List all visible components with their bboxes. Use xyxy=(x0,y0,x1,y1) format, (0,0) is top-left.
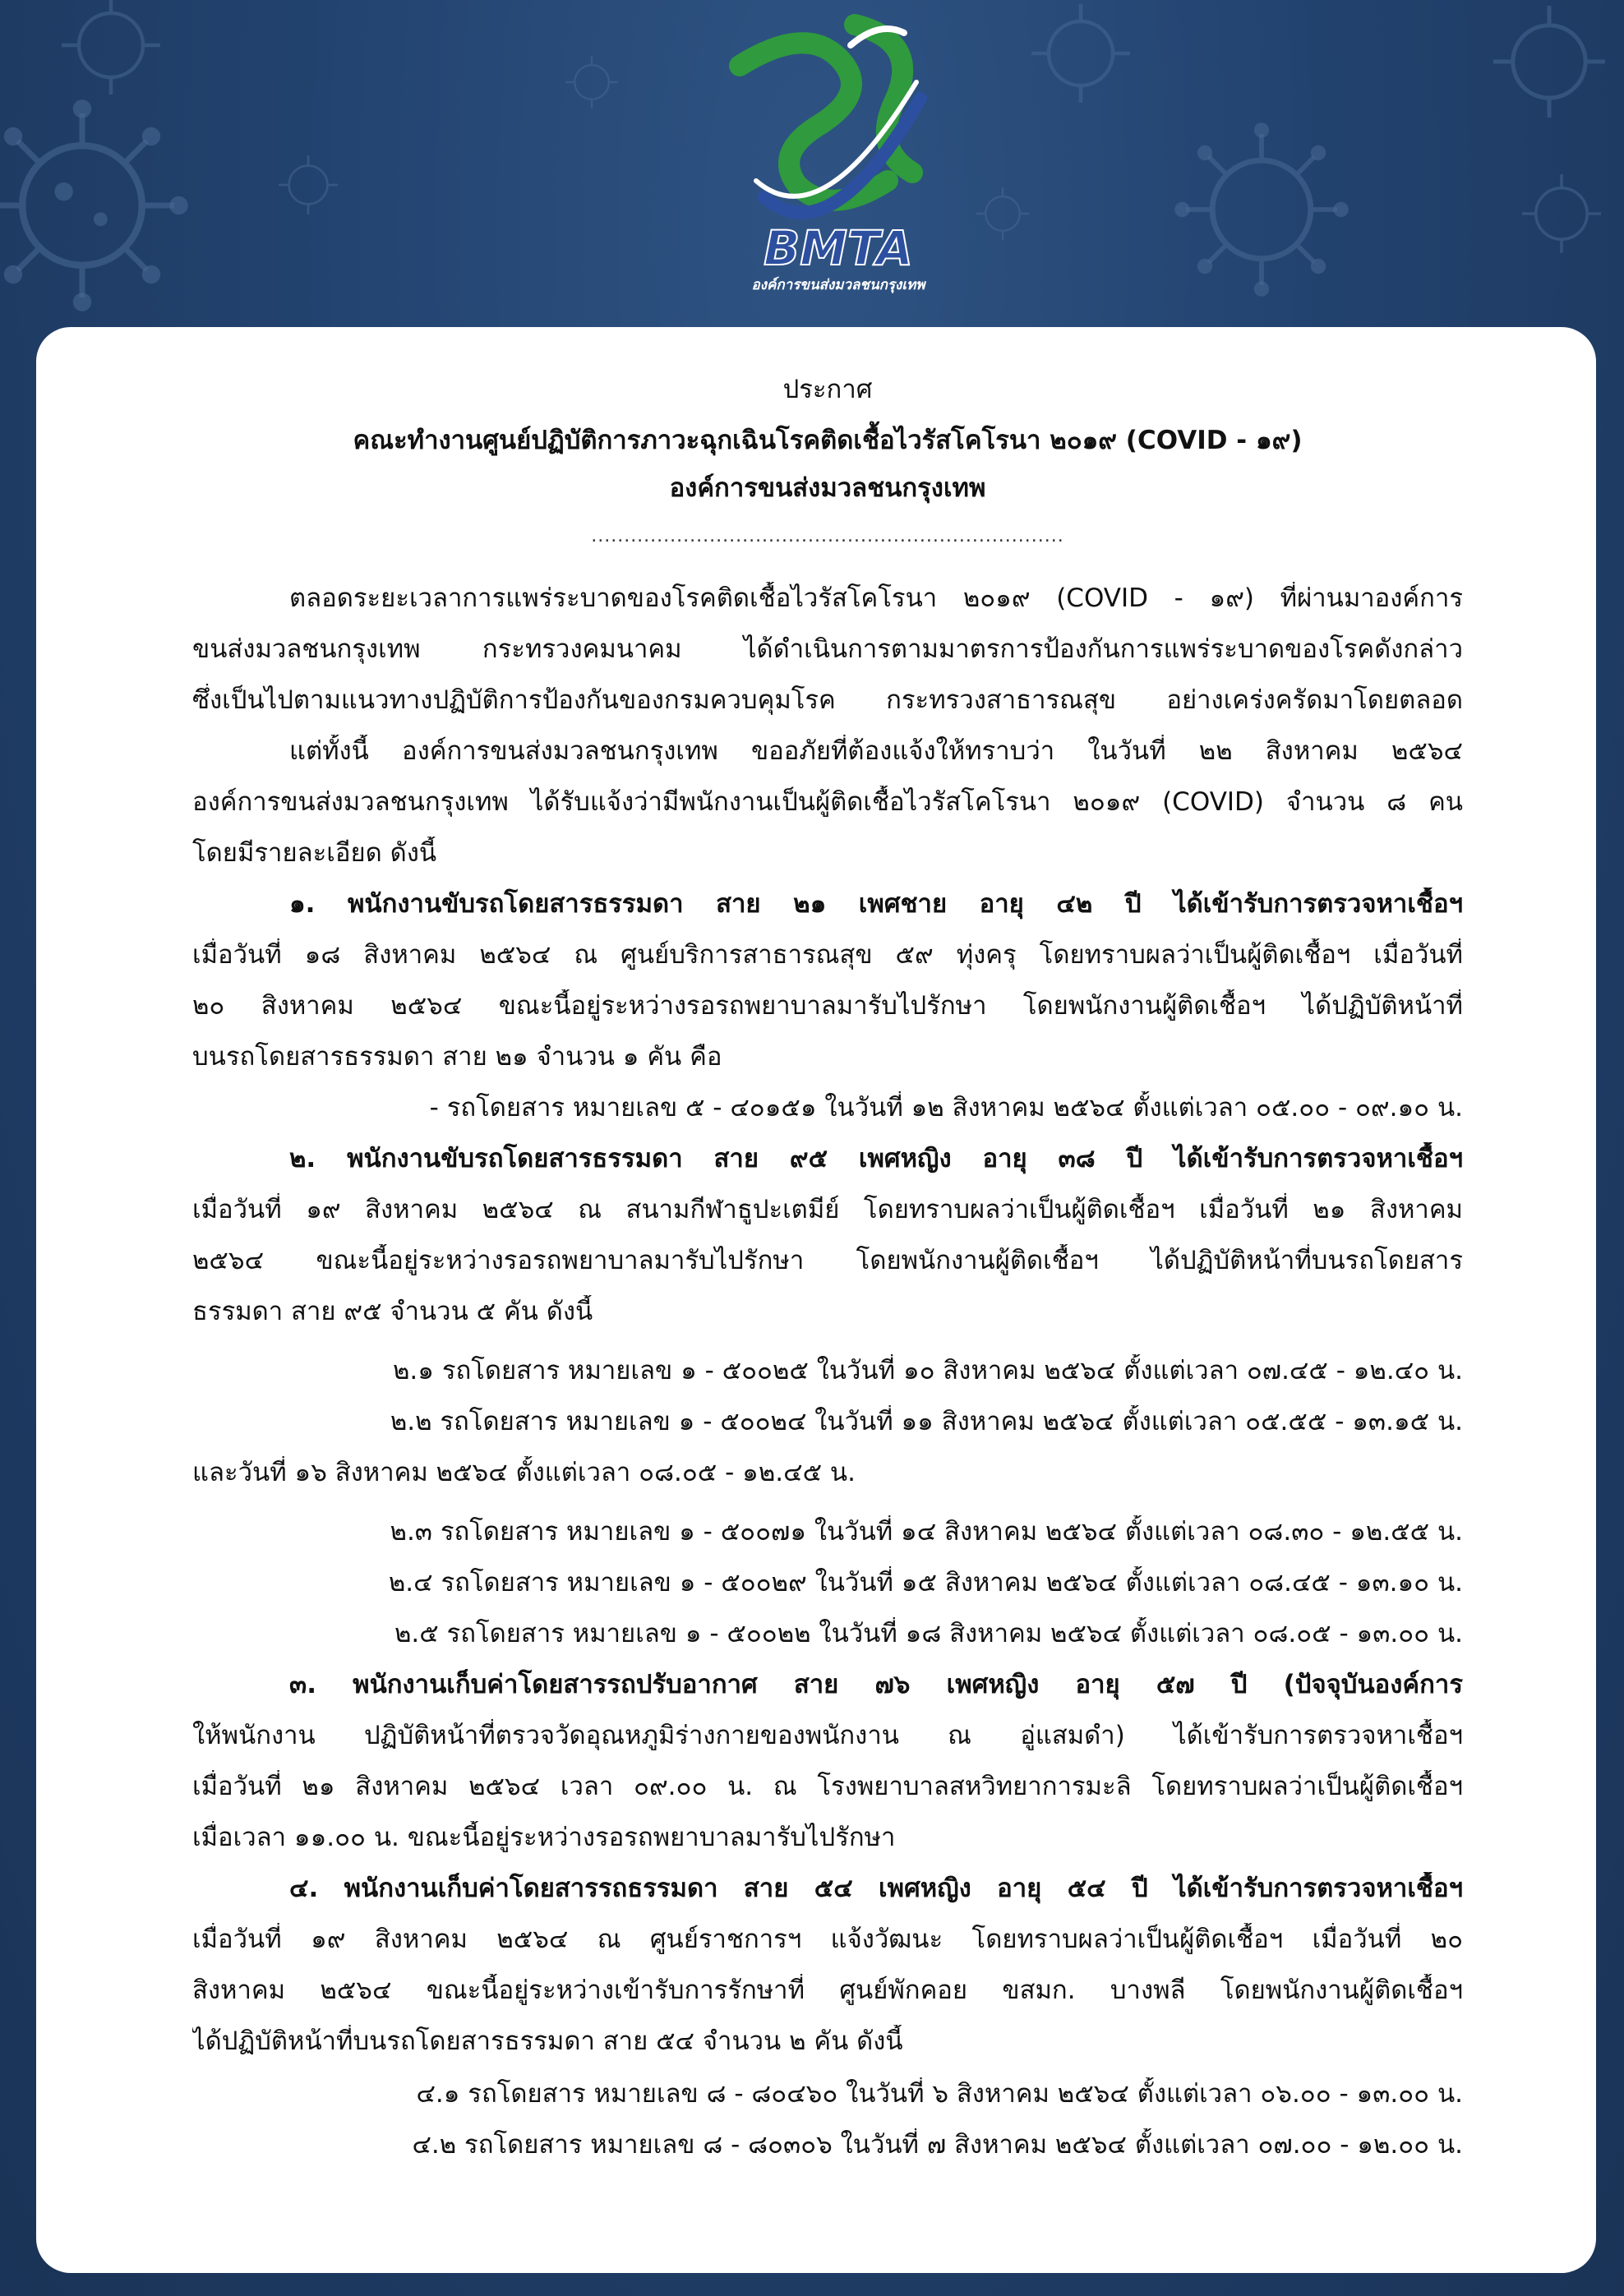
virus-icon xyxy=(271,148,345,222)
case-heading: ๒. พนักงานขับรถโดยสารธรรมดา สาย ๙๕ เพศหญิง อายุ ๓๘ ปี ได้เข้ารับการตรวจหาเชื้อฯ xyxy=(289,1144,1463,1173)
paragraph-line: เมื่อวันที่ ๑๙ สิงหาคม ๒๕๖๔ ณ สนามกีฬาธูปะเตมีย์ โดยทราบผลว่าเป็นผู้ติดเชื้อฯ เมื่อวันที่ ๒๑ สิงหาคม xyxy=(192,1195,1463,1224)
bus-item: ๒.๕ รถโดยสาร หมายเลข ๑ - ๕๐๐๒๒ ในวันที่ ๑๘ สิงหาคม ๒๕๖๔ ตั้งแต่เวลา ๐๘.๐๕ - ๑๓.๐๐ น. xyxy=(394,1619,1463,1648)
virus-icon xyxy=(0,90,197,320)
virus-icon xyxy=(1019,0,1142,115)
bmta-logo xyxy=(707,8,970,304)
bmta-logo-mark xyxy=(707,8,970,304)
paragraph-line: ซึ่งเป็นไปตามแนวทางปฏิบัติการป้องกันของกรมควบคุมโรค กระทรวงสาธารณสุข อย่างเคร่งครัดมาโดยตลอด xyxy=(192,685,1463,715)
paragraph-line: ตลอดระยะเวลาการแพร่ระบาดของโรคติดเชื้อไวรัสโคโรนา ๒๐๑๙ (COVID - ๑๙) ที่ผ่านมาองค์การ xyxy=(289,583,1463,613)
paragraph-line: โดยมีรายละเอียด ดังนี้ xyxy=(192,838,437,868)
paragraph-line: บนรถโดยสารธรรมดา สาย ๒๑ จำนวน ๑ คัน คือ xyxy=(192,1042,722,1072)
paragraph-line: เมื่อวันที่ ๒๑ สิงหาคม ๒๕๖๔ เวลา ๐๙.๐๐ น. ณ โรงพยาบาลสหวิทยาการมะลิ โดยทราบผลว่าเป็นผู้ติดเชื้อฯ xyxy=(192,1772,1463,1801)
bus-item: ๒.๔ รถโดยสาร หมายเลข ๑ - ๕๐๐๒๙ ในวันที่ ๑๕ สิงหาคม ๒๕๖๔ ตั้งแต่เวลา ๐๘.๔๕ - ๑๓.๑๐ น. xyxy=(388,1568,1463,1598)
paragraph-line: ๒๐ สิงหาคม ๒๕๖๔ ขณะนี้อยู่ระหว่างรอรถพยาบาลมารับไปรักษา โดยพนักงานผู้ติดเชื้อฯ ได้ปฏิบัติหน้าที่ xyxy=(192,991,1463,1021)
paragraph-line: แต่ทั้งนี้ องค์การขนส่งมวลชนกรุงเทพ ขออภัยที่ต้องแจ้งให้ทราบว่า ในวันที่ ๒๒ สิงหาคม ๒๕๖๔ xyxy=(289,736,1463,766)
paragraph-line: สิงหาคม ๒๕๖๔ ขณะนี้อยู่ระหว่างเข้ารับการรักษาที่ ศูนย์พักคอย ขสมก. บางพลี โดยพนักงานผู้ติดเชื้อฯ xyxy=(192,1976,1463,2005)
case-heading: ๑. พนักงานขับรถโดยสารธรรมดา สาย ๒๑ เพศชาย อายุ ๔๒ ปี ได้เข้ารับการตรวจหาเชื้อฯ xyxy=(289,889,1463,919)
bus-item: - รถโดยสาร หมายเลข ๕ - ๔๐๑๕๑ ในวันที่ ๑๒ สิงหาคม ๒๕๖๔ ตั้งแต่เวลา ๐๕.๐๐ - ๐๙.๑๐ น. xyxy=(429,1093,1463,1123)
paragraph-line: เมื่อวันที่ ๑๘ สิงหาคม ๒๕๖๔ ณ ศูนย์บริการสาธารณสุข ๕๙ ทุ่งครุ โดยทราบผลว่าเป็นผู้ติดเชื้อฯ เมื่อวันที่ xyxy=(192,940,1463,970)
virus-icon xyxy=(1167,115,1356,304)
case-heading: ๔. พนักงานเก็บค่าโดยสารรถธรรมดา สาย ๕๔ เพศหญิง อายุ ๕๔ ปี ได้เข้ารับการตรวจหาเชื้อฯ xyxy=(289,1874,1463,1903)
paragraph-line: เมื่อเวลา ๑๑.๐๐ น. ขณะนี้อยู่ระหว่างรอรถพยาบาลมารับไปรักษา xyxy=(192,1823,896,1852)
paragraph-line: ขนส่งมวลชนกรุงเทพ กระทรวงคมนาคม ได้ดำเนินการตามมาตรการป้องกันการแพร่ระบาดของโรคดังกล่าว xyxy=(192,634,1463,664)
paragraph-line: ธรรมดา สาย ๙๕ จำนวน ๕ คัน ดังนี้ xyxy=(192,1297,593,1326)
bus-item: ๒.๒ รถโดยสาร หมายเลข ๑ - ๕๐๐๒๔ ในวันที่ ๑๑ สิงหาคม ๒๕๖๔ ตั้งแต่เวลา ๐๕.๕๕ - ๑๓.๑๕ น. xyxy=(390,1407,1463,1436)
case-heading: ๓. พนักงานเก็บค่าโดยสารรถปรับอากาศ สาย ๗๖ เพศหญิง อายุ ๕๗ ปี (ปัจจุบันองค์การ xyxy=(289,1670,1463,1699)
bus-item: ๔.๑ รถโดยสาร หมายเลข ๘ - ๘๐๔๖๐ ในวันที่ ๖ สิงหาคม ๒๕๖๔ ตั้งแต่เวลา ๐๖.๐๐ - ๑๓.๐๐ น. xyxy=(416,2079,1463,2109)
separator-line: ........................................................................ xyxy=(591,526,1064,546)
logo-wordmark: BMTA xyxy=(764,220,913,276)
paragraph-line: ๒๕๖๔ ขณะนี้อยู่ระหว่างรอรถพยาบาลมารับไปรักษา โดยพนักงานผู้ติดเชื้อฯ ได้ปฏิบัติหน้าที่บนรถโดยสาร xyxy=(192,1246,1463,1275)
virus-icon xyxy=(1512,164,1611,263)
bus-item: และวันที่ ๑๖ สิงหาคม ๒๕๖๔ ตั้งแต่เวลา ๐๘.๐๕ - ๑๒.๔๕ น. xyxy=(192,1458,856,1487)
paragraph-line: เมื่อวันที่ ๑๙ สิงหาคม ๒๕๖๔ ณ ศูนย์ราชการฯ แจ้งวัฒนะ โดยทราบผลว่าเป็นผู้ติดเชื้อฯ เมื่อวันที่ ๒๐ xyxy=(192,1925,1463,1954)
bus-item: ๒.๑ รถโดยสาร หมายเลข ๑ - ๕๐๐๒๕ ในวันที่ ๑๐ สิงหาคม ๒๕๖๔ ตั้งแต่เวลา ๐๗.๔๕ - ๑๒.๔๐ น. xyxy=(393,1356,1463,1385)
paragraph-line: ให้พนักงาน ปฏิบัติหน้าที่ตรวจวัดอุณหภูมิร่างกายของพนักงาน ณ อู่แสมดำ) ได้เข้ารับการตรวจหาเชื้อฯ xyxy=(192,1721,1463,1750)
logo-subtitle: องค์การขนส่งมวลชนกรุงเทพ xyxy=(751,277,925,293)
virus-icon xyxy=(559,49,625,115)
announcement-title: ประกาศ xyxy=(782,375,873,404)
announcement-heading: คณะทำงานศูนย์ปฏิบัติการภาวะฉุกเฉินโรคติดเชื้อไวรัสโคโรนา ๒๐๑๙ (COVID - ๑๙) xyxy=(353,426,1303,455)
organization-name: องค์การขนส่งมวลชนกรุงเทพ xyxy=(669,473,986,503)
announcement-card xyxy=(36,327,1596,2273)
bus-item: ๒.๓ รถโดยสาร หมายเลข ๑ - ๕๐๐๗๑ ในวันที่ ๑๔ สิงหาคม ๒๕๖๔ ตั้งแต่เวลา ๐๘.๓๐ - ๑๒.๕๕ น. xyxy=(390,1517,1463,1547)
virus-icon xyxy=(49,0,173,107)
virus-icon xyxy=(1479,0,1619,131)
paragraph-line: ได้ปฏิบัติหน้าที่บนรถโดยสารธรรมดา สาย ๕๔ จำนวน ๒ คัน ดังนี้ xyxy=(192,2026,903,2056)
virus-icon xyxy=(970,181,1036,247)
paragraph-line: องค์การขนส่งมวลชนกรุงเทพ ได้รับแจ้งว่ามีพนักงานเป็นผู้ติดเชื้อไวรัสโคโรนา ๒๐๑๙ (COVID) จำนวน ๘ คน xyxy=(192,787,1463,817)
bus-item: ๔.๒ รถโดยสาร หมายเลข ๘ - ๘๐๓๐๖ ในวันที่ ๗ สิงหาคม ๒๕๖๔ ตั้งแต่เวลา ๐๗.๐๐ - ๑๒.๐๐ น. xyxy=(412,2130,1463,2160)
